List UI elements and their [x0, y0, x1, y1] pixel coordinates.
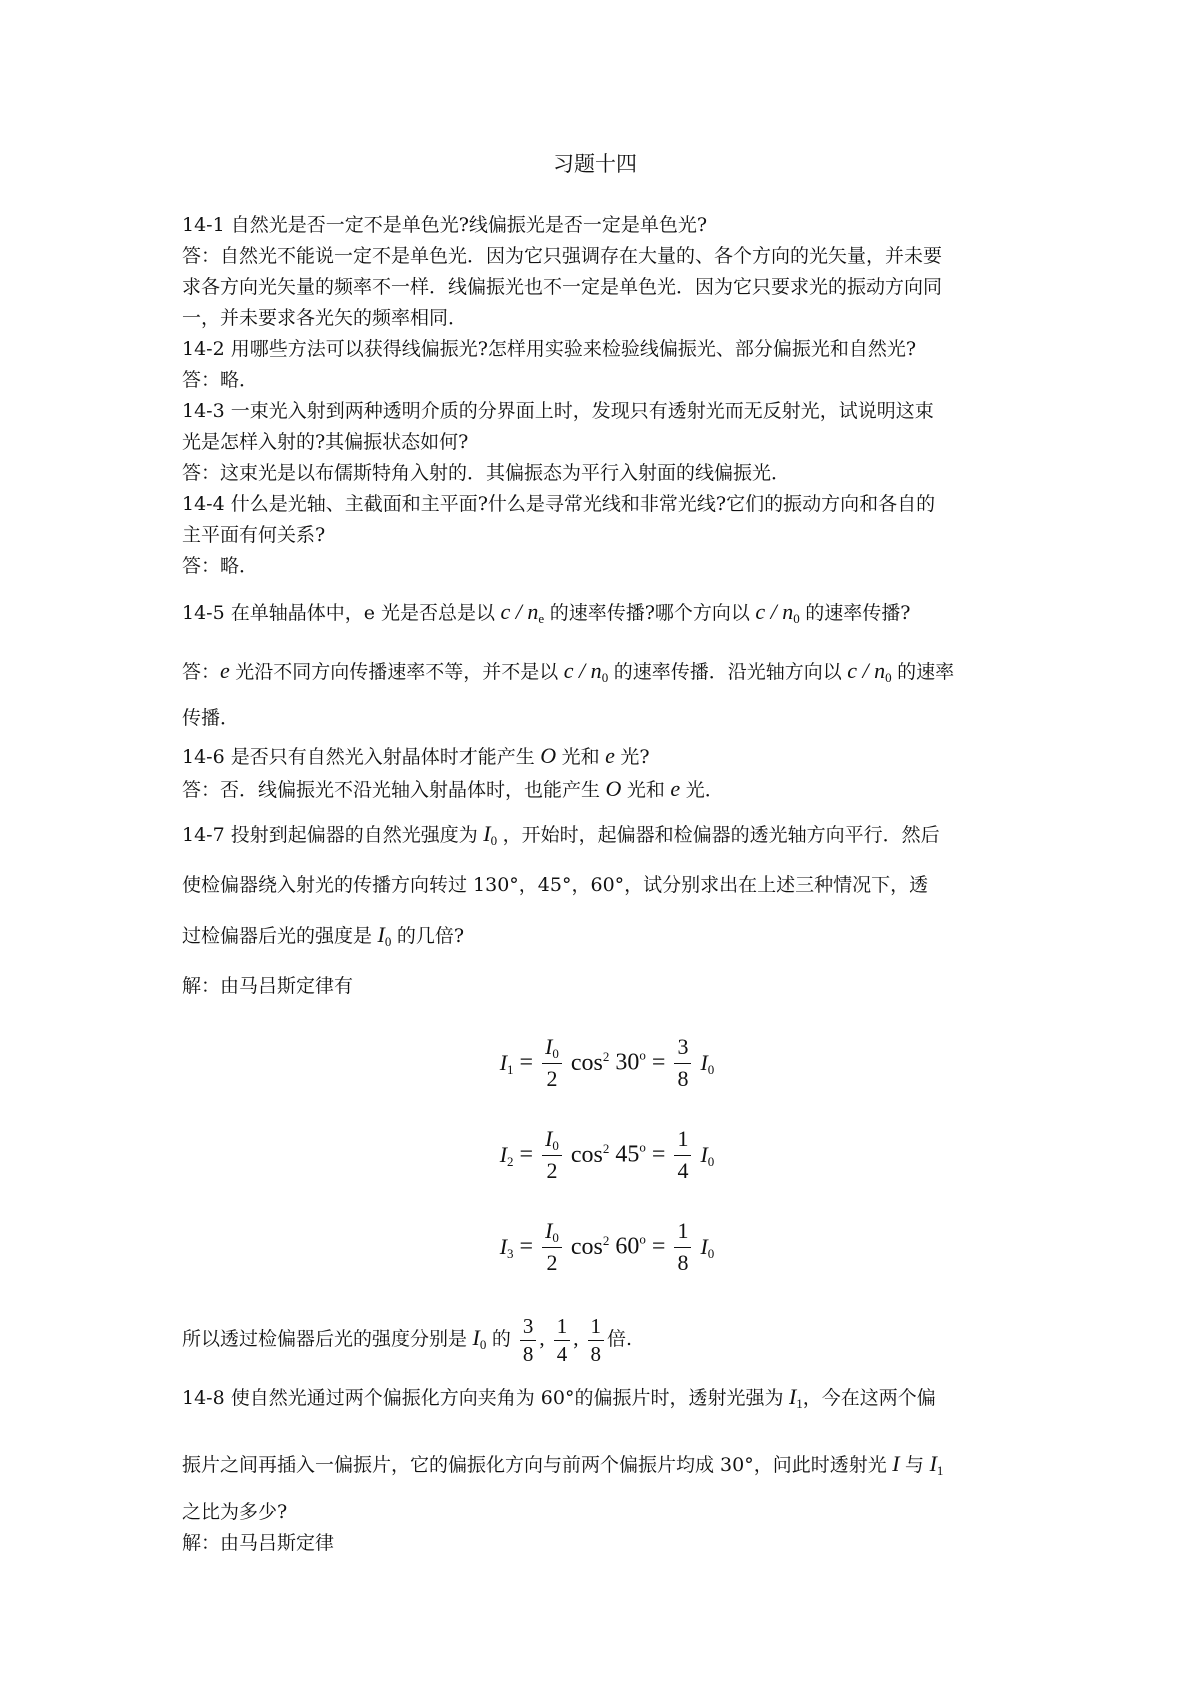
q14-7-q-line3a: 过检偏器后光的强度是: [182, 925, 373, 947]
summary-fraction-1: $\frac{3}{8}$: [520, 1313, 537, 1367]
q14-6-a-part1: 答：否．线偏振光不沿光轴入射晶体时，也能产生: [182, 779, 601, 801]
symbol-o: O: [600, 776, 627, 801]
q14-8-solution-intro: 解：由马吕斯定律: [182, 1532, 335, 1554]
q14-5-a-prefix: 答：: [182, 661, 221, 683]
fraction-eq2-coefficient: $\frac{1}{4}$: [674, 1124, 691, 1186]
symbol-i: I: [886, 1451, 906, 1476]
document-body: [182, 210, 1020, 1559]
eq1-angle: 30: [615, 1049, 640, 1076]
fraction-i0-over-2: $\frac{I_0}{2}$: [542, 1216, 562, 1278]
equation-i2: $I_2$ = $\frac{I_0}{2}$ $\cos^2 45^o$ = $\frac{1}{4}$ $I_0$: [182, 1124, 1020, 1190]
q14-6-q-part3: 光?: [620, 746, 650, 768]
q14-3-question-line-2: 光是怎样入射的?其偏振状态如何?: [182, 431, 469, 453]
formula-c-over-n0: c / $n_0$: [558, 658, 609, 685]
q14-8-q-line1b: ，今在这两个偏: [802, 1387, 936, 1409]
fraction-eq3-coefficient: $\frac{1}{8}$: [674, 1216, 691, 1278]
symbol-i1: $I_1$: [783, 1384, 803, 1411]
q14-8-question-line-3: 之比为多少?: [182, 1501, 288, 1523]
q14-5-a-part2: 的速率传播．沿光轴方向以: [613, 661, 842, 683]
q14-3-answer: 答：这束光是以布儒斯特角入射的．其偏振态为平行入射面的线偏振光．: [182, 462, 791, 484]
symbol-e: e: [664, 776, 686, 801]
q14-5-a-part1: 光沿不同方向传播速率不等，并不是以: [235, 661, 559, 683]
q14-1-question: 14-1 自然光是否一定不是单色光?线偏振光是否一定是单色光?: [182, 214, 708, 236]
q14-5-a-part3: 的速率: [897, 661, 955, 683]
symbol-o: O: [534, 743, 562, 768]
q14-7-summary: 所以透过检偏器后光的强度分别是 $I_0$ 的 $\frac{3}{8}$ , $\frac{1}{4}$ , $\frac{1}{8}$ 倍.: [182, 1314, 633, 1366]
q14-8-question-line-1: [182, 1375, 1020, 1420]
q14-5-q-part3: 的速率传播?: [805, 602, 911, 624]
q14-8-q-line1a: 14-8 使自然光通过两个偏振化方向夹角为 60°的偏振片时，透射光强为: [182, 1387, 784, 1409]
q14-5-q-part1: 14-5 在单轴晶体中，e 光是否总是以: [182, 602, 496, 624]
q14-6-a-part2: 光和: [626, 779, 665, 801]
q14-7-q-line1a: 14-7 投射到起偏器的自然光强度为: [182, 824, 478, 846]
q14-2-answer: 答：略．: [182, 369, 259, 391]
q14-6-question: [182, 740, 1020, 773]
formula-c-over-n0: c / $n_0$: [749, 599, 800, 626]
q14-5-q-part2: 的速率传播?哪个方向以: [549, 602, 750, 624]
q14-1-answer-line-2: 求各方向光矢量的频率不一样．线偏振光也不一定是单色光．因为它只要求光的振动方向同: [182, 276, 943, 298]
fraction-i0-over-2: $\frac{I_0}{2}$: [542, 1124, 562, 1186]
q14-7-solution-intro: 解：由马吕斯定律有: [182, 975, 354, 997]
q14-7-summary-b: 的: [491, 1328, 511, 1350]
q14-2-question: 14-2 用哪些方法可以获得线偏振光?怎样用实验来检验线偏振光、部分偏振光和自然光?: [182, 338, 917, 360]
q14-6-q-part2: 光和: [561, 746, 600, 768]
q14-1-answer-line-1: 答：自然光不能说一定不是单色光．因为它只强调存在大量的、各个方向的光矢量，并未要: [182, 245, 943, 267]
q14-5-answer: [182, 649, 1020, 694]
fraction-i0-over-2: $\frac{I_0}{2}$: [542, 1032, 562, 1094]
q14-7-summary-a: 所以透过检偏器后光的强度分别是: [182, 1328, 468, 1350]
q14-6-answer: [182, 773, 1020, 806]
formula-c-over-ne: c / $n_e$: [495, 599, 545, 626]
q14-7-q-line1b: ，开始时，起偏器和检偏器的透光轴方向平行．然后: [502, 824, 940, 846]
symbol-i1: $I_1$: [499, 1050, 514, 1077]
q14-7-question-line-2: 使检偏器绕入射光的传播方向转过 130°，45°，60°，试分别求出在上述三种情况下，透: [182, 874, 929, 896]
symbol-i0: $I_0$: [372, 922, 392, 949]
symbol-e: e: [599, 743, 621, 768]
q14-4-question-line-1: 14-4 什么是光轴、主截面和主平面?什么是寻常光线和非常光线?它们的振动方向和各自的: [182, 493, 936, 515]
eq3-angle: 60: [615, 1233, 640, 1260]
symbol-i2: $I_2$: [499, 1142, 514, 1169]
q14-1-answer-line-3: 一，并未要求各光矢的频率相同．: [182, 307, 468, 329]
fraction-eq1-coefficient: $\frac{3}{8}$: [674, 1032, 691, 1094]
q14-6-a-part3: 光．: [685, 779, 724, 801]
q14-8-question-line-2: [182, 1442, 1020, 1487]
q14-5-answer-line-2: 传播．: [182, 707, 240, 729]
symbol-i0: $I_0$: [477, 821, 498, 848]
eq2-angle: 45: [615, 1141, 640, 1168]
q14-8-q-line2a: 振片之间再插入一偏振片，它的偏振化方向与前两个偏振片均成 30°，问此时透射光: [182, 1454, 887, 1476]
symbol-i3: $I_3$: [499, 1234, 514, 1261]
page-title: 习题十四: [553, 152, 637, 176]
summary-fraction-3: $\frac{1}{8}$: [588, 1313, 605, 1367]
q14-7-summary-c: 倍.: [607, 1328, 633, 1350]
summary-fraction-2: $\frac{1}{4}$: [554, 1313, 571, 1367]
q14-4-answer: 答：略．: [182, 555, 259, 577]
q14-8-q-line2b: 与: [905, 1454, 925, 1476]
symbol-i1: $I_1$: [924, 1451, 944, 1478]
q14-4-question-line-2: 主平面有何关系?: [182, 524, 326, 546]
symbol-i0: $I_0$: [467, 1325, 487, 1352]
equation-i3: $I_3$ = $\frac{I_0}{2}$ $\cos^2 60^o$ = $\frac{1}{8}$ $I_0$: [182, 1216, 1020, 1282]
q14-5-question: [182, 590, 1020, 635]
q14-7-question-line-1: [182, 812, 1020, 857]
q14-7-question-line-3: [182, 913, 1020, 958]
symbol-e: e: [220, 658, 236, 683]
q14-7-q-line3b: 的几倍?: [396, 925, 465, 947]
formula-c-over-n0: c / $n_0$: [841, 658, 892, 685]
equation-i1: $I_1$ = $\frac{I_0}{2}$ $\cos^2 30^o$ = $\frac{3}{8}$ $I_0$: [182, 1032, 1020, 1098]
q14-6-q-part1: 14-6 是否只有自然光入射晶体时才能产生: [182, 746, 535, 768]
q14-3-question-line-1: 14-3 一束光入射到两种透明介质的分界面上时，发现只有透射光而无反射光，试说明这束: [182, 400, 934, 422]
